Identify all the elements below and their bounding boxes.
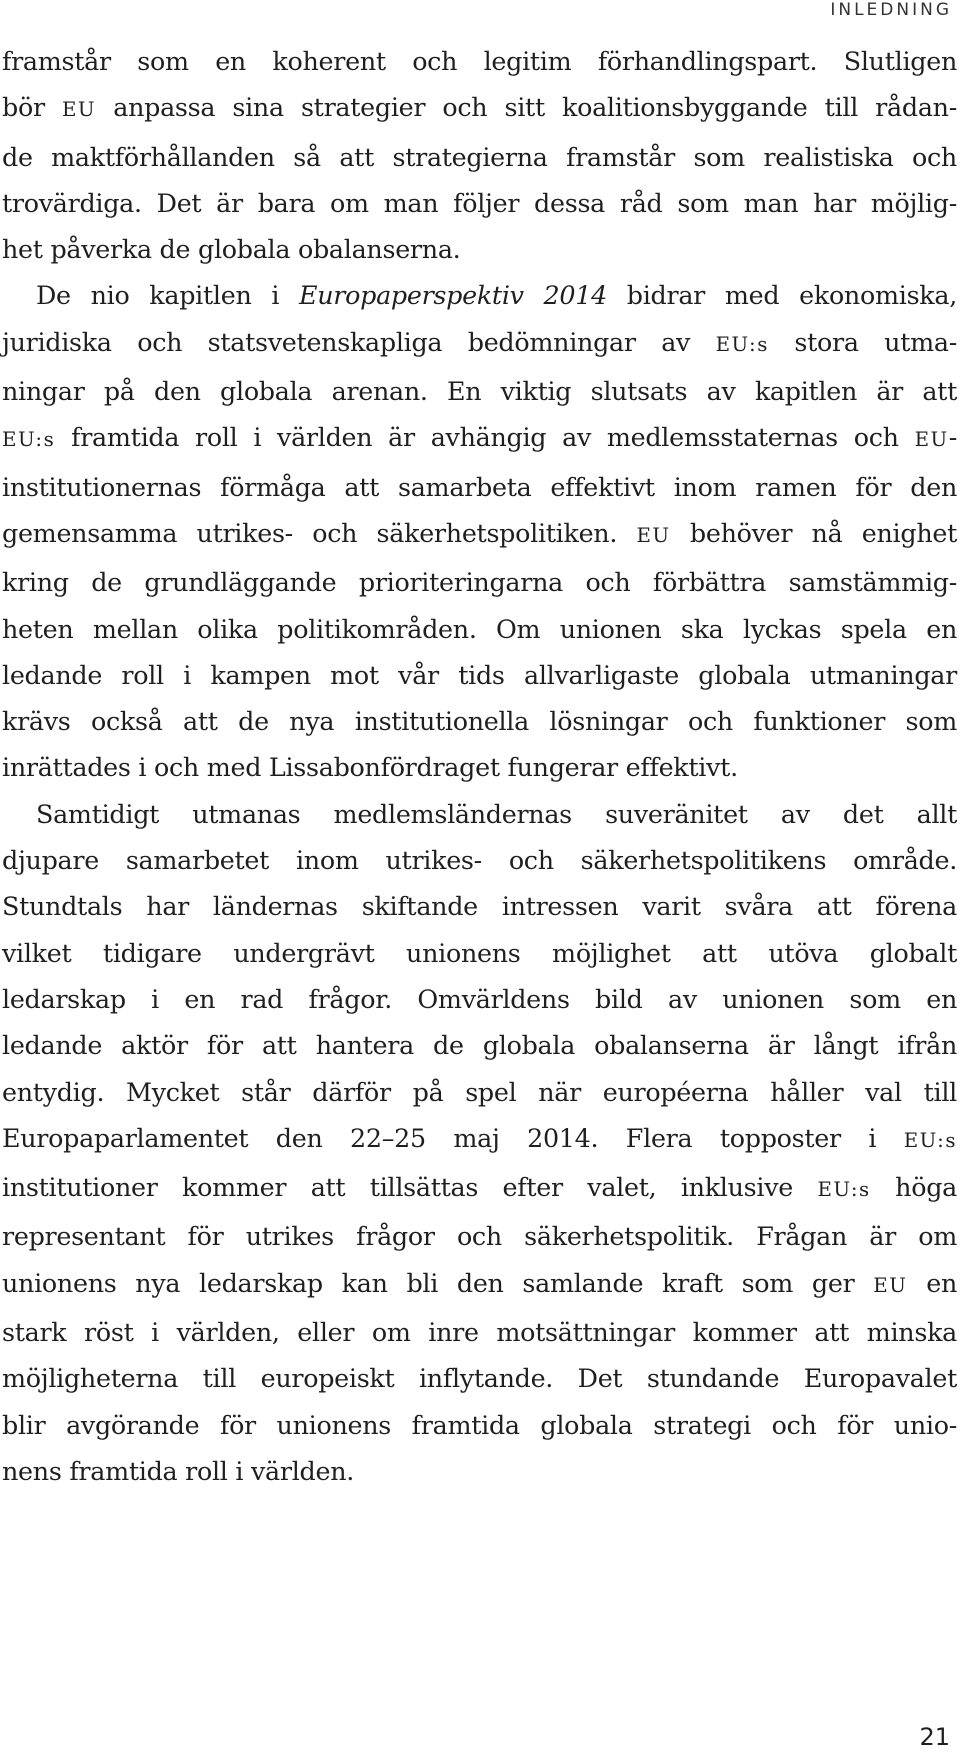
text-line: Samtidigt utmanas medlemsländernas suveränitet av det allt — [36, 798, 957, 829]
text-line: bör EU anpassa sina strategier och sitt koalitionsbyggande till rådan- — [2, 92, 957, 123]
text-line: representant för utrikes frågor och säkerhetspolitik. Frågan är om — [2, 1221, 957, 1252]
small-caps-abbreviation: EU:s — [715, 332, 769, 356]
small-caps-abbreviation: EU — [61, 98, 97, 122]
text-line: de maktförhållanden så att strategierna framstår som realistiska och — [2, 141, 957, 172]
text-line: inrättades i och med Lissabonfördraget fungerar effektivt. — [2, 752, 738, 783]
text-line: institutionernas förmåga att samarbeta effektivt inom ramen för den — [2, 471, 957, 502]
running-header: INLEDNING — [830, 0, 952, 20]
text-line: trovärdiga. Det är bara om man följer dessa råd som man har möjlig- — [2, 187, 957, 218]
publication-title: Europaperspektiv 2014 — [299, 280, 607, 311]
page-number: 21 — [919, 1723, 950, 1751]
text-line: unionens nya ledarskap kan bli den samlande kraft som ger EU en — [2, 1267, 957, 1298]
text-line: blir avgörande för unionens framtida globala strategi och för unio- — [2, 1409, 957, 1440]
text-line: ledarskap i en rad frågor. Omvärldens bild av unionen som en — [2, 983, 957, 1014]
body-text — [2, 38, 957, 1494]
text-line: institutioner kommer att tillsättas efter valet, inklusive EU:s höga — [2, 1172, 957, 1203]
small-caps-abbreviation: EU:s — [2, 428, 56, 452]
small-caps-abbreviation: EU — [873, 1273, 908, 1297]
text-line: heten mellan olika politikområden. Om unionen ska lyckas spela en — [2, 613, 957, 644]
paragraph-3 — [2, 791, 957, 1494]
small-caps-abbreviation: EU:s — [817, 1178, 871, 1202]
text-line: kring de grundläggande prioriteringarna och förbättra samstämmig- — [2, 567, 957, 598]
small-caps-abbreviation: EU:s — [903, 1128, 957, 1152]
text-line: Europaparlamentet den 22–25 maj 2014. Flera topposter i EU:s — [2, 1122, 957, 1153]
small-caps-abbreviation: EU — [914, 428, 949, 452]
text-line: djupare samarbetet inom utrikes- och säkerhetspolitikens område. — [2, 845, 957, 876]
text-line: nens framtida roll i världen. — [2, 1455, 355, 1486]
text-line: juridiska och statsvetenskapliga bedömningar av EU:s stora utma- — [2, 326, 957, 357]
text-line: EU:s framtida roll i världen är avhängig av medlemsstaternas och EU- — [2, 422, 957, 453]
text-line: het påverka de globala obalanserna. — [2, 234, 461, 265]
text-line: ledande roll i kampen mot vår tids allvarligaste globala utmaningar — [2, 659, 957, 690]
text-line: entydig. Mycket står därför på spel när européerna håller val till — [2, 1076, 957, 1107]
text-line: stark röst i världen, eller om inre motsättningar kommer att minska — [2, 1317, 957, 1348]
paragraph-1 — [2, 38, 957, 272]
text-line: möjligheterna till europeiskt inflytande. Det stundande Europavalet — [2, 1363, 957, 1394]
text-line: krävs också att de nya institutionella lösningar och funktioner som — [2, 706, 957, 737]
text-line: vilket tidigare undergrävt unionens möjlighet att utöva globalt — [2, 937, 957, 968]
text-line: De nio kapitlen i Europaperspektiv 2014 bidrar med ekonomiska, — [36, 280, 957, 311]
small-caps-abbreviation: EU — [636, 523, 671, 547]
text-line: framstår som en koherent och legitim förhandlingspart. Slutligen — [2, 46, 957, 76]
text-line: Stundtals har ländernas skiftande intressen varit svåra att förena — [2, 891, 957, 922]
text-line: ningar på den globala arenan. En viktig slutsats av kapitlen är att — [2, 376, 957, 407]
paragraph-2 — [2, 272, 957, 790]
text-line: gemensamma utrikes- och säkerhetspolitiken. EU behöver nå enighet — [2, 517, 958, 548]
text-line: ledande aktör för att hantera de globala obalanserna är långt ifrån — [2, 1030, 957, 1061]
